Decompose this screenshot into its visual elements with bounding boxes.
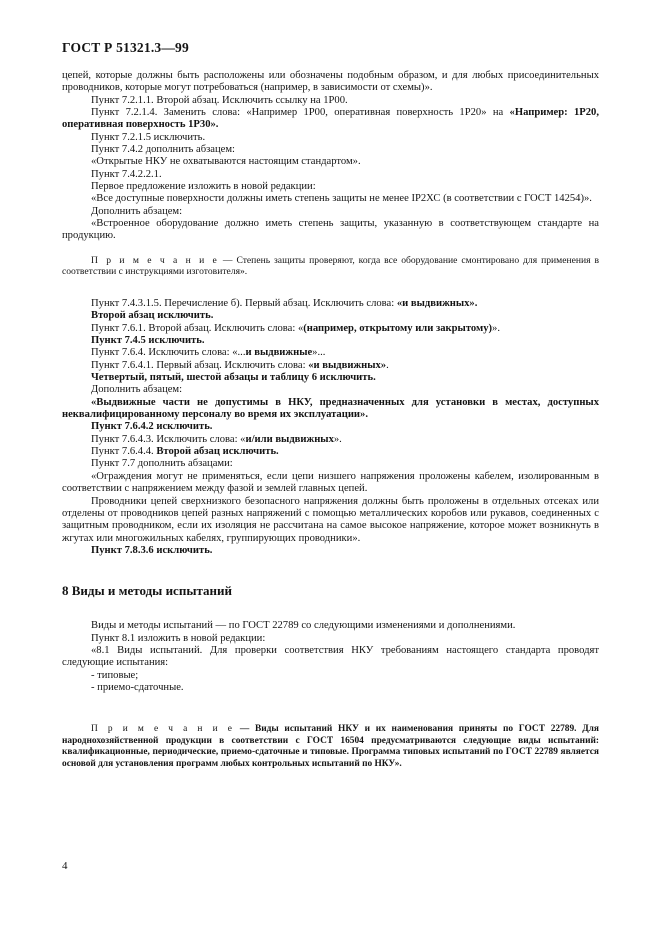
paragraph-bold-text: и выдвижные	[245, 347, 313, 359]
paragraph-bold-text: и/или выдвижных	[245, 433, 334, 445]
paragraph	[62, 434, 599, 446]
paragraph	[62, 446, 599, 458]
paragraph-bold-text: Четвертый, пятый, шестой абзацы и таблицу 6 исключить.	[91, 372, 376, 384]
paragraph: Пункт 7.2.1.5 исключить.	[91, 131, 206, 143]
paragraph	[62, 310, 599, 322]
paragraph	[62, 397, 599, 422]
paragraph	[62, 107, 599, 132]
paragraph-text: Пункт 7.6.4.3. Исключить слова: «	[91, 433, 246, 445]
paragraph-text: ».	[333, 433, 342, 445]
paragraph-bold-text: «Выдвижные части не допустимы в НКУ, предназначенных для установки в местах, доступных неквалифицированному персоналу во время их эксплуатации».	[62, 396, 599, 421]
note-text: — Степень защиты проверяют, когда все оборудование смонтировано для применения в соответствии с инструкциями изготовителя».	[62, 254, 599, 278]
paragraph-bold-text: «и выдвижных».	[396, 298, 478, 309]
paragraph-bold-text: Второй абзац исключить.	[156, 446, 279, 458]
paragraph: Пункт 7.4.2 дополнить абзацем:	[91, 144, 235, 156]
paragraph-text: ».	[492, 322, 500, 334]
paragraph	[62, 372, 599, 384]
paragraph	[62, 323, 599, 335]
paragraph	[62, 335, 599, 347]
paragraph: Дополнить абзацем:	[91, 384, 183, 396]
paragraph-bold-text: Второй абзац исключить.	[91, 310, 214, 322]
paragraph	[62, 298, 599, 310]
paragraph	[62, 360, 599, 372]
list-item: - приемо-сдаточные.	[91, 681, 184, 693]
paragraph: Первое предложение изложить в новой редакции:	[91, 181, 316, 193]
paragraph-bold-text: (например, открытому или закрытому)	[303, 322, 493, 334]
paragraph-bold-text: «и выдвижных»	[308, 359, 387, 371]
paragraph: «Встроенное оборудование должно иметь степень защиты, указанную в соответствующем стандарте на продукцию.	[62, 218, 599, 242]
paragraph-bold-text: «Например: 1Р20, оперативная поверхность 1Р30».	[62, 107, 599, 131]
section-heading: 8 Виды и методы испытаний	[62, 583, 232, 599]
page-header-standard-number: ГОСТ Р 51321.3—99	[62, 40, 189, 55]
paragraph-text: Пункт 7.6.1. Второй абзац. Исключить слова: «	[91, 322, 304, 334]
paragraph	[62, 545, 599, 557]
paragraph-text: Пункт 7.4.3.1.5. Перечисление б). Первый абзац. Исключить слова:	[91, 298, 397, 309]
paragraph	[62, 347, 599, 359]
paragraph-text: Пункт 7.6.4. Исключить слова: «...	[91, 347, 246, 359]
paragraph: Пункт 7.2.1.1. Второй абзац. Исключить ссылку на 1Р00.	[91, 94, 348, 106]
paragraph-bold-text: Пункт 7.4.5 исключить.	[91, 335, 205, 347]
paragraph: «Ограждения могут не применяться, если цепи низшего напряжения проложены кабелем, изолированным в соответствии с напряжением между фазой и землей главных цепей.	[62, 470, 599, 495]
note	[62, 255, 599, 278]
paragraph-bold-text: Пункт 7.6.4.2 исключить.	[91, 421, 213, 433]
paragraph-text: »...	[312, 347, 326, 359]
paragraph-text: Пункт 7.6.4.1. Первый абзац. Исключить слова:	[91, 359, 309, 371]
paragraph-text: Пункт 7.2.1.4. Заменить слова: «Например 1Р00, оперативная поверхность 1Р20» на	[91, 107, 510, 119]
paragraph: Дополнить абзацем:	[91, 205, 183, 217]
document-body	[62, 70, 599, 770]
paragraph: Проводники цепей сверхнизкого безопасного напряжения должны быть проложены в отдельных отсеках или отделены от проводников цепей разных напряжений с помощью металлических коробов или рукавов, соединенных с защитным проводником, если их изоляция не рассчитана на самое высокое напряжение, которое может возникнуть в жгутах или многожильных кабелях, группирующих проводники».	[62, 495, 599, 544]
note-label: П р и м е ч а н и е	[91, 254, 219, 266]
paragraph: цепей, которые должны быть расположены или обозначены подобным образом, и для любых присоединительных проводников, которые могут потребоваться (например, в зависимости от схемы)».	[62, 70, 599, 94]
paragraph-text: .	[386, 359, 389, 371]
paragraph: Пункт 8.1 изложить в новой редакции:	[91, 632, 266, 644]
paragraph: «Открытые НКУ не охватываются настоящим стандартом».	[91, 156, 361, 168]
paragraph: Пункт 7.4.2.2.1.	[91, 168, 162, 180]
paragraph-bold-text: Пункт 7.8.3.6 исключить.	[91, 544, 213, 556]
note	[62, 724, 599, 770]
page-number: 4	[62, 860, 68, 872]
paragraph: Виды и методы испытаний — по ГОСТ 22789 со следующими изменениями и дополнениями.	[91, 620, 516, 632]
paragraph-text: Пункт 7.6.4.4.	[91, 446, 157, 458]
paragraph: Пункт 7.7 дополнить абзацами:	[91, 458, 233, 470]
list-item: - типовые;	[91, 669, 139, 681]
paragraph: «Все доступные поверхности должны иметь степень защиты не менее IP2ХС (в соответствии с ГОСТ 14254)».	[91, 193, 592, 205]
note-label: П р и м е ч а н и е	[91, 724, 235, 735]
paragraph	[62, 421, 599, 433]
paragraph: «8.1 Виды испытаний. Для проверки соответствия НКУ требованиям настоящего стандарта проводят следующие испытания:	[62, 644, 599, 669]
note-text: — Виды испытаний НКУ и их наименования приняты по ГОСТ 22789. Для народнохозяйственной продукции в соответствии с ГОСТ 16504 предусматриваются следующие виды испытаний: квалификационные, периодические, приемо-сдаточные и типовые. Программа типовых испытаний по ГОСТ 22789 является основой для установления программ любых контрольных испытаний по НКУ».	[62, 724, 599, 769]
